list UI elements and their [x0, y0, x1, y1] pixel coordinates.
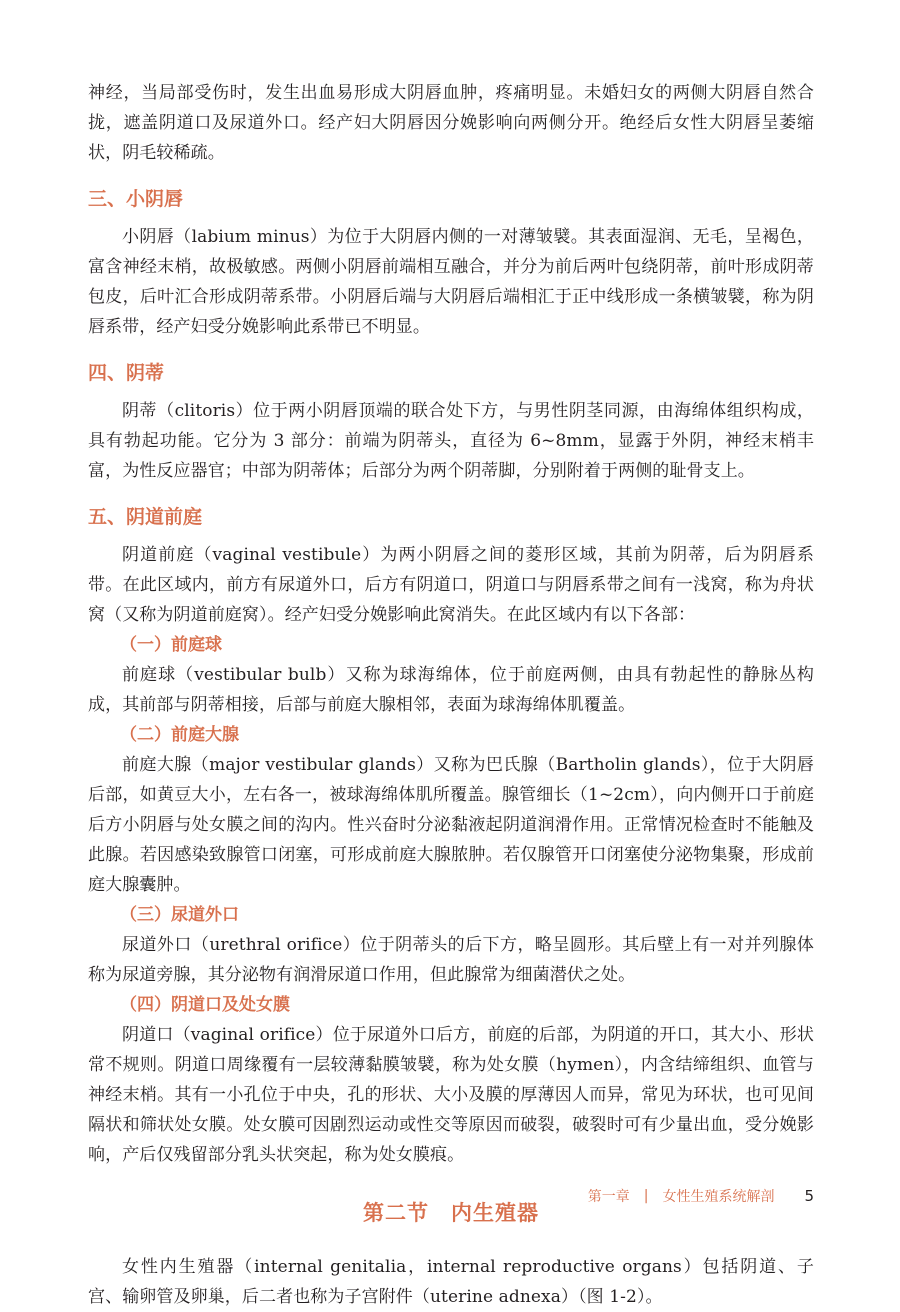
heading-clitoris: 四、阴蒂 — [88, 362, 165, 384]
paragraph-vaginal-orifice: 阴道口（vaginal orifice）位于尿道外口后方，前庭的后部，为阴道的开口，其大小、形状常不规则。阴道口周缘覆有一层较薄黏膜皱襞，称为处女膜（hymen），内含结缔组织、血管与神经末梢。其有一小孔位于中央，孔的形状、大小及膜的厚薄因人而异，常见为环状，也可见间隔状和筛状处女膜。处女膜可因剧烈运动或性交等原因而破裂，破裂时可有少量出血，受分娩影响，产后仅残留部分乳头状突起，称为处女膜痕。 — [88, 1025, 814, 1165]
paragraph-internal-genitalia: 女性内生殖器（internal genitalia，internal reproductive organs）包括阴道、子宫、输卵管及卵巢，后二者也称为子宫附件（uterine adnexa）（图 1-2）。 — [88, 1257, 814, 1307]
heading-labia-minora: 三、小阴唇 — [88, 188, 184, 210]
subheading-bartholin-glands: （二）前庭大腺 — [120, 725, 239, 745]
page-content — [88, 78, 814, 1312]
paragraph-clitoris: 阴蒂（clitoris）位于两小阴唇顶端的联合处下方，与男性阴茎同源，由海绵体组织构成，具有勃起功能。它分为 3 部分：前端为阴蒂头，直径为 6~8mm，显露于外阴，神经末梢丰富，为性反应器官；中部为阴蒂体；后部分为两个阴蒂脚，分别附着于两侧的耻骨支上。 — [88, 401, 814, 481]
subheading-urethral-orifice: （三）尿道外口 — [120, 905, 239, 925]
paragraph-labia-majora-continued: 神经，当局部受伤时，发生出血易形成大阴唇血肿，疼痛明显。未婚妇女的两侧大阴唇自然合拢，遮盖阴道口及尿道外口。经产妇大阴唇因分娩影响向两侧分开。绝经后女性大阴唇呈萎缩状，阴毛较稀疏。 — [88, 83, 814, 163]
heading-vestibule: 五、阴道前庭 — [88, 506, 203, 528]
footer-page-number: 5 — [804, 1187, 814, 1205]
paragraph-labia-minora: 小阴唇（labium minus）为位于大阴唇内侧的一对薄皱襞。其表面湿润、无毛，呈褐色，富含神经末梢，故极敏感。两侧小阴唇前端相互融合，并分为前后两叶包绕阴蒂，前叶形成阴蒂包皮，后叶汇合形成阴蒂系带。小阴唇后端与大阴唇后端相汇于正中线形成一条横皱襞，称为阴唇系带，经产妇受分娩影响此系带已不明显。 — [88, 227, 814, 337]
footer-chapter: 第一章 — [587, 1189, 630, 1205]
footer-chapter-title: 女性生殖系统解剖 — [662, 1189, 775, 1205]
page-footer — [588, 1186, 814, 1206]
paragraph-bartholin-glands: 前庭大腺（major vestibular glands）又称为巴氏腺（Bartholin glands），位于大阴唇后部，如黄豆大小，左右各一，被球海绵体肌所覆盖。腺管细长（1~2cm），向内侧开口于前庭后方小阴唇与处女膜之间的沟内。性兴奋时分泌黏液起阴道润滑作用。正常情况检查时不能触及此腺。若因感染致腺管口闭塞，可形成前庭大腺脓肿。若仅腺管开口闭塞使分泌物集聚，形成前庭大腺囊肿。 — [88, 755, 814, 895]
paragraph-vestibule: 阴道前庭（vaginal vestibule）为两小阴唇之间的菱形区域，其前为阴蒂，后为阴唇系带。在此区域内，前方有尿道外口，后方有阴道口，阴道口与阴唇系带之间有一浅窝，称为舟状窝（又称为阴道前庭窝）。经产妇受分娩影响此窝消失。在此区域内有以下各部： — [88, 545, 814, 625]
footer-separator: | — [643, 1188, 649, 1204]
paragraph-vestibular-bulb: 前庭球（vestibular bulb）又称为球海绵体，位于前庭两侧，由具有勃起性的静脉丛构成，其前部与阴蒂相接，后部与前庭大腺相邻，表面为球海绵体肌覆盖。 — [88, 665, 814, 715]
subheading-vestibular-bulb: （一）前庭球 — [120, 635, 222, 655]
section-title-internal-genitalia: 第二节 内生殖器 — [363, 1201, 539, 1225]
paragraph-urethral-orifice: 尿道外口（urethral orifice）位于阴蒂头的后下方，略呈圆形。其后壁上有一对并列腺体称为尿道旁腺，其分泌物有润滑尿道口作用，但此腺常为细菌潜伏之处。 — [88, 935, 814, 985]
subheading-vaginal-orifice: （四）阴道口及处女膜 — [120, 995, 290, 1015]
